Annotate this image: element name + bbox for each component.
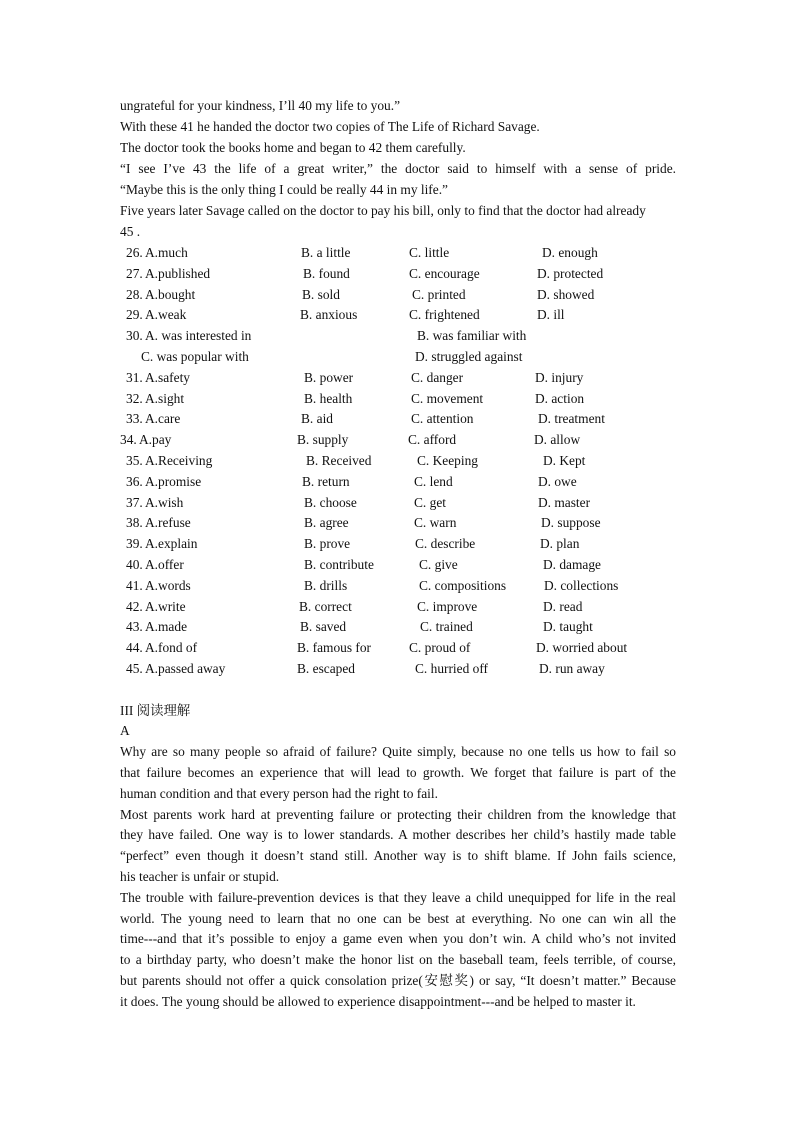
option-b: B. escaped	[297, 661, 356, 676]
option-d: D. run away	[539, 661, 605, 676]
option-a: A.care	[145, 411, 181, 426]
option-d: D. ill	[537, 307, 565, 322]
option-c: C. little	[409, 245, 450, 260]
passage-line: it does. The young should be allowed to experience disappointment---and be helped to master it.	[120, 994, 636, 1009]
cloze-line: “I see I’ve 43 the life of a great writer,” the doctor said to himself with a sense of pride.	[120, 161, 676, 176]
option-b: B. a little	[301, 245, 351, 260]
option-c: C. improve	[417, 599, 478, 614]
question-number: 42.	[126, 599, 143, 614]
option-a: A.Receiving	[145, 453, 213, 468]
option-d: D. showed	[537, 287, 595, 302]
section-title: III 阅读理解	[120, 703, 191, 718]
option-b: B. aid	[301, 411, 333, 426]
option-c: C. frightened	[409, 307, 480, 322]
question-number: 28.	[126, 287, 143, 302]
option-d: D. allow	[534, 432, 581, 447]
passage-line: “perfect” even though it doesn’t stand still. Another way is to shift blame. If John fails science,	[120, 848, 676, 863]
option-row	[0, 284, 793, 305]
option-row	[0, 492, 793, 513]
option-b: B. health	[304, 391, 353, 406]
option-row	[0, 242, 793, 263]
passage-line: to a birthday party, who doesn’t make the honor list on the baseball team, feels terrible, of course,	[120, 952, 676, 967]
option-d: D. protected	[537, 266, 604, 281]
passage-line: Why are so many people so afraid of failure? Quite simply, because no one tells us how to fail so	[120, 744, 676, 759]
question-number: 39.	[126, 536, 143, 551]
option-d: D. read	[543, 599, 583, 614]
option-b: B. anxious	[300, 307, 358, 322]
option-a: A.refuse	[145, 515, 191, 530]
option-c: C. was popular with	[141, 349, 249, 364]
cloze-line: Five years later Savage called on the doctor to pay his bill, only to find that the doctor had already	[120, 203, 646, 218]
passage-line: Most parents work hard at preventing failure or protecting their children from the knowledge that	[120, 807, 676, 822]
option-a: A.made	[145, 619, 188, 634]
option-d: D. taught	[543, 619, 593, 634]
option-b: B. Received	[306, 453, 372, 468]
option-d: D. damage	[543, 557, 602, 572]
option-row	[0, 616, 793, 637]
option-row	[0, 554, 793, 575]
passage-line: but parents should not offer a quick consolation prize(安慰奖) or say, “It doesn’t matter.” Because	[120, 973, 676, 988]
passage-line: human condition and that every person had the right to fail.	[120, 786, 438, 801]
option-b: B. correct	[299, 599, 352, 614]
option-b: B. was familiar with	[417, 328, 527, 343]
option-d: D. enough	[542, 245, 598, 260]
option-b: B. supply	[297, 432, 349, 447]
option-row	[0, 429, 793, 450]
option-row	[0, 388, 793, 409]
option-row	[0, 325, 793, 346]
cloze-line: With these 41 he handed the doctor two copies of The Life of Richard Savage.	[120, 119, 540, 134]
passage-line: that failure becomes an experience that will lead to growth. We forget that failure is part of the	[120, 765, 676, 780]
option-a: A.offer	[145, 557, 184, 572]
option-c: C. Keeping	[417, 453, 478, 468]
option-d: D. owe	[538, 474, 577, 489]
option-b: B. contribute	[304, 557, 374, 572]
question-number: 37.	[126, 495, 143, 510]
option-c: C. proud of	[409, 640, 471, 655]
option-a: A.sight	[145, 391, 185, 406]
option-a: A.words	[145, 578, 191, 593]
option-row	[0, 263, 793, 284]
passage-line: they have failed. One way is to lower standards. A mother describes her child’s hastily made table	[120, 827, 676, 842]
question-number: 43.	[126, 619, 143, 634]
question-number: 29.	[126, 307, 143, 322]
option-c: C. attention	[411, 411, 474, 426]
option-row	[0, 367, 793, 388]
option-a: A.promise	[145, 474, 202, 489]
option-row	[0, 575, 793, 596]
option-a: A.published	[145, 266, 211, 281]
question-number: 31.	[126, 370, 143, 385]
question-number: 32.	[126, 391, 143, 406]
option-b: B. power	[304, 370, 354, 385]
cloze-line: 45 .	[120, 224, 141, 239]
option-b: B. prove	[304, 536, 351, 551]
option-row	[0, 408, 793, 429]
option-d: D. Kept	[543, 453, 586, 468]
option-b: B. agree	[304, 515, 349, 530]
passage-line: his teacher is unfair or stupid.	[120, 869, 280, 884]
option-a: A.passed away	[145, 661, 226, 676]
option-row	[0, 533, 793, 554]
option-row	[0, 346, 793, 367]
option-c: C. get	[414, 495, 446, 510]
option-b: B. sold	[302, 287, 340, 302]
option-c: C. danger	[411, 370, 464, 385]
option-c: C. warn	[414, 515, 457, 530]
option-d: D. collections	[544, 578, 619, 593]
option-c: C. hurried off	[415, 661, 489, 676]
option-a: A.explain	[145, 536, 198, 551]
option-c: C. printed	[412, 287, 466, 302]
option-b: B. drills	[304, 578, 348, 593]
option-c: C. movement	[411, 391, 484, 406]
option-b: B. famous for	[297, 640, 372, 655]
passage-line: time---and that it’s possible to enjoy a game even when you don’t win. A child who’s not invited	[120, 931, 676, 946]
option-d: D. treatment	[538, 411, 605, 426]
option-b: B. found	[303, 266, 350, 281]
option-row	[0, 304, 793, 325]
option-row	[0, 512, 793, 533]
option-a: A. was interested in	[145, 328, 252, 343]
section-subtitle: A	[120, 723, 130, 738]
option-d: D. plan	[540, 536, 580, 551]
passage-line: world. The young need to learn that no one can be best at everything. No one can win all the	[120, 911, 676, 926]
option-c: C. describe	[415, 536, 476, 551]
option-a: A.fond of	[145, 640, 198, 655]
option-b: B. choose	[304, 495, 357, 510]
option-d: D. injury	[535, 370, 584, 385]
question-number: 30.	[126, 328, 143, 343]
option-a: A.bought	[145, 287, 196, 302]
question-number: 36.	[126, 474, 143, 489]
cloze-line: The doctor took the books home and began to 42 them carefully.	[120, 140, 466, 155]
question-number: 34.	[120, 432, 137, 447]
option-a: A.weak	[145, 307, 187, 322]
option-d: D. suppose	[541, 515, 601, 530]
cloze-line: ungrateful for your kindness, I’ll 40 my life to you.”	[120, 98, 401, 113]
option-c: C. lend	[414, 474, 453, 489]
question-number: 26.	[126, 245, 143, 260]
option-a: A.safety	[145, 370, 190, 385]
option-d: D. struggled against	[415, 349, 523, 364]
option-c: C. give	[419, 557, 458, 572]
option-b: B. saved	[300, 619, 347, 634]
option-d: D. action	[535, 391, 585, 406]
option-d: D. worried about	[536, 640, 628, 655]
option-c: C. compositions	[419, 578, 507, 593]
question-number: 33.	[126, 411, 143, 426]
option-a: A.much	[145, 245, 188, 260]
cloze-line: “Maybe this is the only thing I could be really 44 in my life.”	[120, 182, 448, 197]
question-number: 38.	[126, 515, 143, 530]
option-a: A.write	[145, 599, 186, 614]
option-d: D. master	[538, 495, 591, 510]
option-c: C. trained	[420, 619, 473, 634]
question-number: 41.	[126, 578, 143, 593]
option-c: C. encourage	[409, 266, 480, 281]
option-b: B. return	[302, 474, 350, 489]
question-number: 35.	[126, 453, 143, 468]
question-number: 44.	[126, 640, 143, 655]
option-a: A.pay	[139, 432, 172, 447]
option-c: C. afford	[408, 432, 457, 447]
option-row	[0, 637, 793, 658]
passage-line: The trouble with failure-prevention devices is that they leave a child unequipped for life in the real	[120, 890, 676, 905]
option-row	[0, 658, 793, 679]
question-number: 27.	[126, 266, 143, 281]
question-number: 40.	[126, 557, 143, 572]
option-a: A.wish	[145, 495, 184, 510]
option-row	[0, 596, 793, 617]
option-row	[0, 450, 793, 471]
option-row	[0, 471, 793, 492]
question-number: 45.	[126, 661, 143, 676]
